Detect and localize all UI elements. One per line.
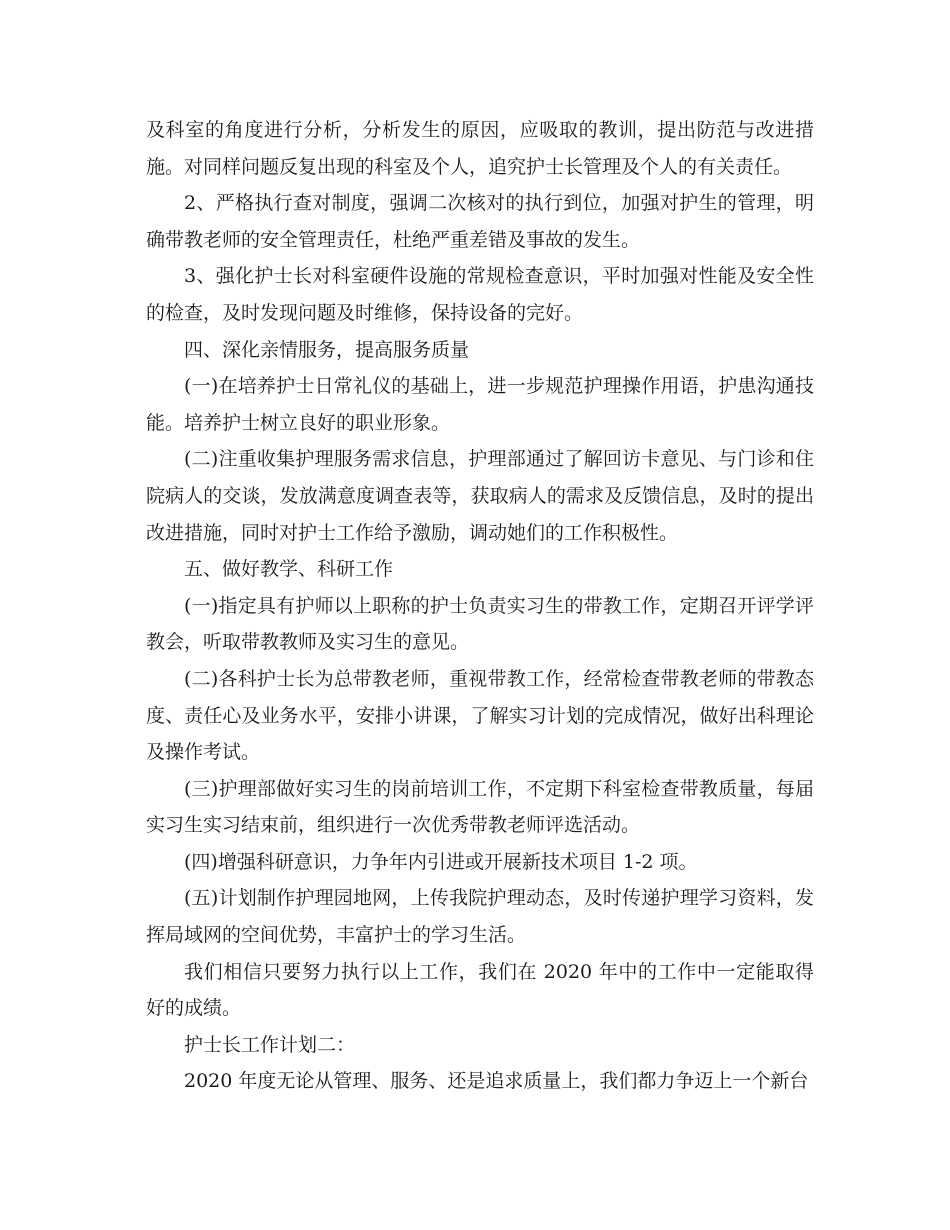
paragraph-5: (一)在培养护士日常礼仪的基础上，进一步规范护理操作用语，护患沟通技能。培养护士树立良好的职业形象。 [146,375,814,434]
document-body [146,112,814,1100]
paragraph-10: (三)护理部做好实习生的岗前培训工作，不定期下科室检查带教质量，每届实习生实习结束前，组织进行一次优秀带教老师评选活动。 [146,777,814,837]
paragraph-15: 2020 年度无论从管理、服务、还是追求质量上，我们都力争迈上一个新台 [184,1070,809,1093]
paragraph-3: 3、强化护士长对科室硬件设施的常规检查意识，平时加强对性能及安全性的检查，及时发现问题及时维修，保持设备的完好。 [146,265,814,324]
paragraph-1: 及科室的角度进行分析，分析发生的原因，应吸取的教训，提出防范与改进措施。对同样问题反复出现的科室及个人，追究护士长管理及个人的有关责任。 [146,119,814,178]
paragraph-8: (一)指定具有护师以上职称的护士负责实习生的带教工作，定期召开评学评教会，听取带教教师及实习生的意见。 [146,594,814,654]
paragraph-9: (二)各科护士长为总带教老师，重视带教工作，经常检查带教老师的带教态度、责任心及业务水平，安排小讲课，了解实习计划的完成情况，做好出科理论及操作考试。 [146,667,814,764]
section-heading-5: 五、做好教学、科研工作 [184,558,394,581]
subtitle-plan-two: 护士长工作计划二： [184,1033,356,1056]
paragraph-6: (二)注重收集护理服务需求信息，护理部通过了解回访卡意见、与门诊和住院病人的交谈，发放满意度调查表等，获取病人的需求及反馈信息，及时的提出改进措施，同时对护士工作给予激励，调动她们的工作积极性。 [146,448,814,544]
paragraph-11: (四)增强科研意识，力争年内引进或开展新技术项目 1-2 项。 [184,850,698,873]
paragraph-2: 2、严格执行查对制度，强调二次核对的执行到位，加强对护生的管理，明确带教老师的安全管理责任，杜绝严重差错及事故的发生。 [146,192,814,251]
section-heading-4: 四、深化亲情服务，提高服务质量 [184,338,470,361]
paragraph-12: (五)计划制作护理园地网，上传我院护理动态，及时传递护理学习资料，发挥局域网的空间优势，丰富护士的学习生活。 [146,887,814,947]
paragraph-13: 我们相信只要努力执行以上工作，我们在 2020 年中的工作中一定能取得好的成绩。 [146,960,814,1020]
